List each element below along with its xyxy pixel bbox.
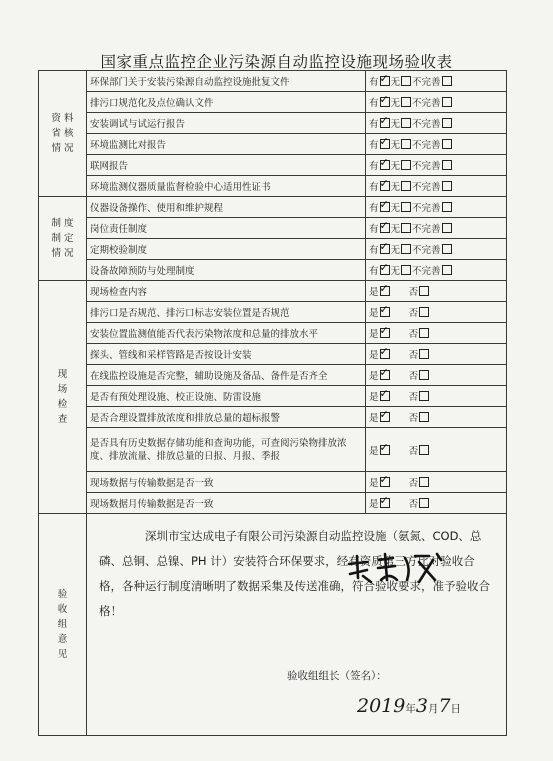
date-value: 3: [415, 695, 428, 717]
date-unit: 日: [450, 703, 462, 715]
option-cell: [366, 260, 507, 281]
option-cell: [366, 176, 507, 197]
checkbox[interactable]: [401, 160, 411, 170]
option-label: 不完善: [412, 245, 441, 256]
option-label: 否: [408, 287, 419, 298]
option-cell: [366, 302, 507, 323]
option-label: 无: [390, 140, 401, 151]
checkbox[interactable]: [380, 445, 390, 455]
checkbox[interactable]: [401, 97, 411, 107]
item-text: 排污口是否规范、排污口标志安装位置是否规范: [87, 302, 366, 323]
item-text: 仪器设备操作、使用和维护规程: [87, 197, 366, 218]
sign-label: 验收组组长（签名）：: [287, 670, 387, 682]
option-label: 有: [369, 224, 379, 235]
table-row: [39, 239, 507, 260]
checkbox[interactable]: [380, 160, 390, 170]
option-label: 有: [369, 266, 379, 277]
table-row: [39, 71, 507, 92]
option-cell: [366, 386, 507, 407]
item-text: 现场检查内容: [87, 281, 366, 302]
option-cell: [366, 493, 507, 514]
sign-date: [357, 694, 461, 722]
option-cell: [366, 365, 507, 386]
option-cell: [366, 113, 507, 134]
option-label: 有: [369, 140, 379, 151]
option-label: 有: [369, 119, 379, 130]
table-row: [39, 493, 507, 514]
table-row: [39, 365, 507, 386]
option-cell: [366, 281, 507, 302]
checkbox[interactable]: [442, 139, 452, 149]
option-label: 无: [390, 266, 401, 277]
checkbox[interactable]: [419, 412, 429, 422]
checkbox[interactable]: [380, 328, 390, 338]
option-label: 有: [369, 182, 379, 193]
item-text: 是否具有历史数据存储功能和查询功能，可查阅污染物排放浓度、排放流量、排放总量的日报、月报、季报: [87, 428, 366, 472]
checkbox[interactable]: [380, 265, 390, 275]
table-row: [39, 134, 507, 155]
conclusion-row: [39, 514, 507, 736]
checkbox[interactable]: [380, 498, 390, 508]
date-unit: 年: [405, 703, 416, 715]
checkbox[interactable]: [380, 139, 390, 149]
table-row: [39, 323, 507, 344]
checkbox[interactable]: [442, 181, 452, 191]
table-row: [39, 176, 507, 197]
item-text: 定期校验制度: [87, 239, 366, 260]
option-label: 否: [408, 478, 419, 489]
option-label: 是: [369, 287, 379, 298]
option-label: 否: [408, 499, 419, 510]
option-cell: [366, 472, 507, 493]
acceptance-table: [38, 70, 507, 736]
option-label: 无: [390, 224, 401, 235]
item-text: 岗位责任制度: [87, 218, 366, 239]
checkbox[interactable]: [380, 181, 390, 191]
checkbox[interactable]: [401, 181, 411, 191]
option-cell: [366, 197, 507, 218]
sign-line: [287, 664, 387, 689]
option-label: 不完善: [412, 140, 441, 151]
conclusion-text: 深圳市宝达成电子有限公司污染源自动监控设施（氨氮、COD、总磷、总铜、总镍、PH 计）安装符合环保要求，经有资质第三方比对验收合格，各种运行制度清晰明了数据采集及传送准确，符合验收要求，准予验收合格！: [99, 529, 490, 618]
checkbox[interactable]: [380, 370, 390, 380]
checkbox[interactable]: [401, 139, 411, 149]
option-label: 不完善: [412, 161, 441, 172]
option-cell: [366, 428, 507, 472]
option-label: 无: [390, 245, 401, 256]
option-label: 否: [408, 329, 419, 340]
checkbox[interactable]: [380, 97, 390, 107]
checkbox[interactable]: [380, 391, 390, 401]
option-label: 不完善: [412, 224, 441, 235]
item-text: 安装位置监测值能否代表污染物浓度和总量的排放水平: [87, 323, 366, 344]
option-cell: [366, 407, 507, 428]
table-row: [39, 472, 507, 493]
checkbox[interactable]: [380, 118, 390, 128]
option-label: 是: [369, 308, 379, 319]
option-cell: [366, 239, 507, 260]
table-row: [39, 386, 507, 407]
option-label: 是: [369, 329, 379, 340]
section-label: 验 收 组 意 见: [39, 514, 87, 736]
checkbox[interactable]: [442, 76, 452, 86]
checkbox[interactable]: [401, 265, 411, 275]
checkbox[interactable]: [380, 307, 390, 317]
option-label: 无: [390, 119, 401, 130]
option-cell: [366, 323, 507, 344]
item-text: 排污口规范化及点位确认文件: [87, 92, 366, 113]
checkbox[interactable]: [419, 328, 429, 338]
checkbox[interactable]: [442, 160, 452, 170]
option-label: 有: [369, 161, 379, 172]
checkbox[interactable]: [442, 202, 452, 212]
option-cell: [366, 134, 507, 155]
section-label: 资 料 省 核 情 况: [39, 71, 87, 197]
option-cell: [366, 155, 507, 176]
option-label: 无: [390, 182, 401, 193]
item-text: 联网报告: [87, 155, 366, 176]
option-label: 否: [408, 445, 419, 457]
checkbox[interactable]: [380, 76, 390, 86]
option-label: 否: [408, 308, 419, 319]
option-label: 是: [369, 371, 379, 382]
option-label: 不完善: [412, 77, 441, 88]
conclusion-cell: [87, 514, 507, 736]
option-label: 无: [390, 77, 401, 88]
option-label: 无: [390, 203, 401, 214]
page-title: 国家重点监控企业污染源自动监控设施现场验收表: [100, 53, 453, 71]
table-row: [39, 302, 507, 323]
option-label: 是: [369, 350, 379, 361]
checkbox[interactable]: [442, 265, 452, 275]
option-label: 否: [408, 413, 419, 424]
checkbox[interactable]: [380, 349, 390, 359]
option-label: 不完善: [412, 98, 441, 109]
checkbox[interactable]: [442, 97, 452, 107]
option-cell: [366, 344, 507, 365]
item-text: 现场数据与传输数据是否一致: [87, 472, 366, 493]
table-row: [39, 155, 507, 176]
checkbox[interactable]: [442, 223, 452, 233]
item-text: 环保部门关于安装污染源自动监控设施批复文件: [87, 71, 366, 92]
option-label: 无: [390, 161, 401, 172]
checkbox[interactable]: [442, 118, 452, 128]
checkbox[interactable]: [380, 202, 390, 212]
checkbox[interactable]: [401, 202, 411, 212]
option-cell: [366, 218, 507, 239]
table-row: [39, 92, 507, 113]
item-text: 是否合理设置排放浓度和排放总量的超标报警: [87, 407, 366, 428]
option-label: 是: [369, 499, 379, 510]
item-text: 环境监测仪器质量监督检验中心适用性证书: [87, 176, 366, 197]
date-value: 2019: [357, 695, 406, 717]
date-value: 7: [438, 695, 451, 717]
item-text: 在线监控设施是否完整，辅助设施及备品、备件是否齐全: [87, 365, 366, 386]
table-row: [39, 260, 507, 281]
option-label: 不完善: [412, 119, 441, 130]
item-text: 探头、管线和采样管路是否按设计安装: [87, 344, 366, 365]
section-label: 制 度 制 定 情 况: [39, 197, 87, 281]
handwritten-signature: [345, 550, 455, 590]
option-label: 是: [369, 392, 379, 403]
option-label: 是: [369, 445, 379, 457]
item-text: 现场数据月传输数据是否一致: [87, 493, 366, 514]
checkbox[interactable]: [419, 477, 429, 487]
table-row: [39, 407, 507, 428]
checkbox[interactable]: [442, 244, 452, 254]
checkbox[interactable]: [419, 349, 429, 359]
checkbox[interactable]: [401, 244, 411, 254]
checkbox[interactable]: [380, 477, 390, 487]
checkbox[interactable]: [401, 76, 411, 86]
option-label: 是: [369, 413, 379, 424]
option-cell: [366, 92, 507, 113]
checkbox[interactable]: [419, 445, 429, 455]
table-row: [39, 113, 507, 134]
option-label: 否: [408, 371, 419, 382]
date-unit: 月: [427, 703, 439, 715]
table-row: [39, 197, 507, 218]
table-row: [39, 428, 507, 472]
table-row: [39, 218, 507, 239]
checkbox[interactable]: [380, 412, 390, 422]
option-label: 有: [369, 245, 379, 256]
item-text: 设备故障预防与处理制度: [87, 260, 366, 281]
option-label: 是: [369, 478, 379, 489]
table-row: [39, 344, 507, 365]
checkbox[interactable]: [380, 223, 390, 233]
option-label: 有: [369, 77, 379, 88]
item-text: 环境监测比对报告: [87, 134, 366, 155]
checkbox[interactable]: [401, 118, 411, 128]
option-label: 否: [408, 392, 419, 403]
checkbox[interactable]: [401, 223, 411, 233]
option-cell: [366, 71, 507, 92]
option-label: 不完善: [412, 203, 441, 214]
option-label: 无: [390, 98, 401, 109]
section-label: 现 场 检 查: [39, 281, 87, 514]
checkbox[interactable]: [380, 286, 390, 296]
checkbox[interactable]: [380, 244, 390, 254]
option-label: 否: [408, 350, 419, 361]
checkbox[interactable]: [419, 370, 429, 380]
table-row: [39, 281, 507, 302]
option-label: 有: [369, 203, 379, 214]
item-text: 安装调试与试运行报告: [87, 113, 366, 134]
item-text: 是否有预处理设施、校正设施、防雷设施: [87, 386, 366, 407]
option-label: 不完善: [412, 266, 441, 277]
option-label: 不完善: [412, 182, 441, 193]
checkbox[interactable]: [419, 286, 429, 296]
option-label: 有: [369, 98, 379, 109]
checkbox[interactable]: [419, 307, 429, 317]
checkbox[interactable]: [419, 498, 429, 508]
checkbox[interactable]: [419, 391, 429, 401]
